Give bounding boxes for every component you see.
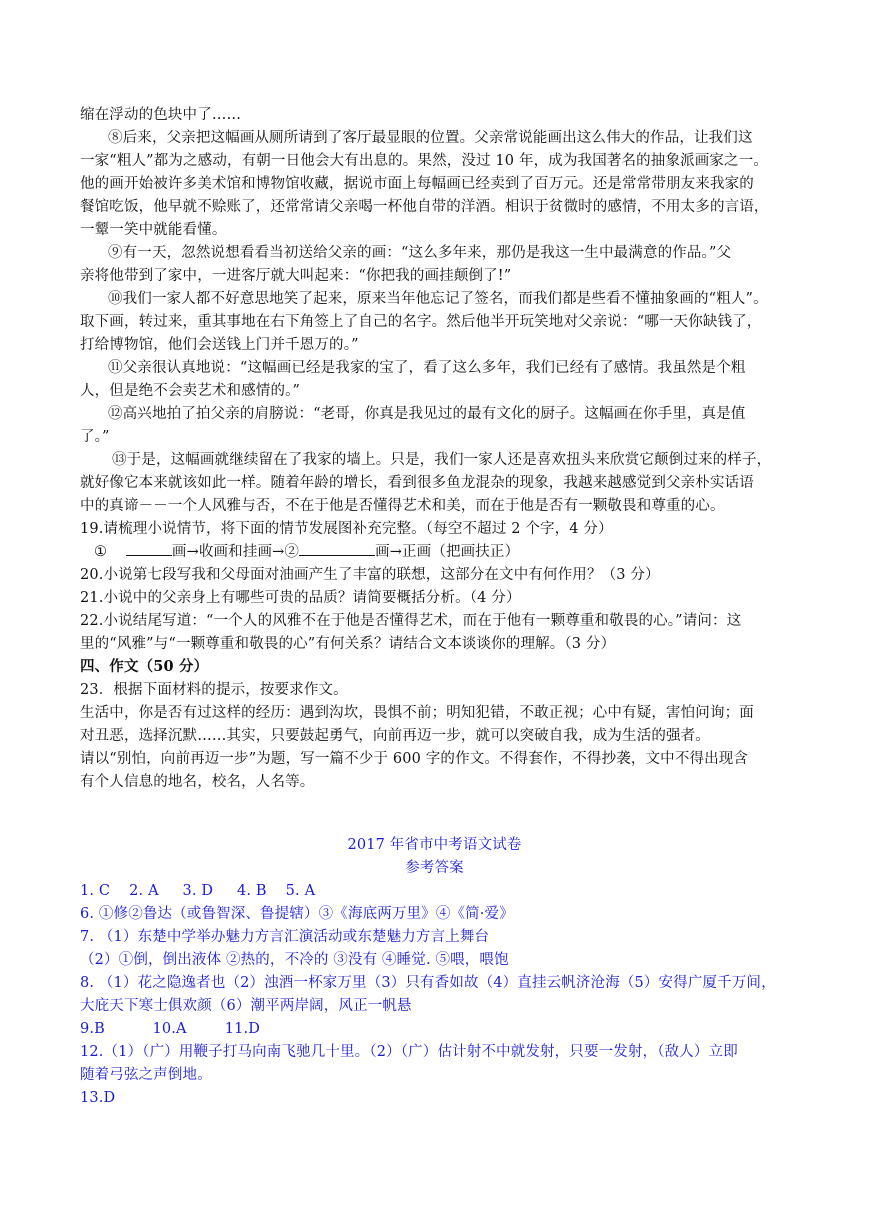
plot-diagram-part1: 画→收画和挂画→② [171,544,300,560]
question-21: 21.小说中的父亲身上有哪些可贵的品质？请简要概括分析。（4 分） [80,590,521,606]
answer-blank-1[interactable] [126,541,172,556]
question-20: 20.小说第七段写我和父母面对油画产生了丰富的联想，这部分在文中有何作用？（3 分） [80,567,660,583]
story-line: 打给博物馆，他们会送钱上门并千恩万的。” [80,337,359,353]
composition-line: 请以“别怕，向前再迈一步”为题，写一篇不少于 600 字的作文。不得套作，不得抄袭，文中不得出现含 [80,751,749,767]
story-line: 缩在浮动的色块中了…… [80,107,242,123]
answer-line: 6. ①修②鲁达（或鲁智深、鲁提辖）③《海底两万里》④《简·爱》 [80,906,514,922]
answer-line: 9.B 10.A 11.D [80,1021,261,1037]
answers-subtitle: 参考答案 [405,860,464,876]
story-line: ⑩我们一家人都不好意思地笑了起来，原来当年他忘记了签名，而我们都是些看不懂抽象画的“粗人”。 [108,291,768,307]
story-line: ⑨有一天，忽然说想看看当初送给父亲的画：“这么多年来，那仍是我这一生中最满意的作品。”父 [108,245,732,261]
plot-diagram [94,541,804,563]
plot-diagram-part2: 画→正画（把画扶正） [375,544,520,560]
answers-title: 2017 年省市中考语文试卷 [347,837,522,853]
story-line: ⑫高兴地拍了拍父亲的肩膀说：“老哥，你真是我见过的最有文化的厨子。这幅画在你手里，真是值 [108,406,746,422]
answer-line: 13.D [80,1090,116,1106]
question-22-cont: 里的“风雅”与“一颗尊重和敬畏的心”有何关系？请结合文本谈谈你的理解。（3 分） [80,636,616,652]
answer-line: 12.（1）（广）用鞭子打马向南飞驰几十里。（2）（广）估计射不中就发射，只要一发射，（敌人）立即 [80,1044,738,1060]
composition-line: 23．根据下面材料的提示，按要求作文。 [80,682,348,698]
answer-line: 7. （1）东楚中学举办魅力方言汇演活动或东楚魅力方言上舞台 [80,929,490,945]
story-line: ⑧后来，父亲把这幅画从厕所请到了客厅最显眼的位置。父亲常说能画出这么伟大的作品，让我们这 [108,130,753,146]
story-line: ⑪父亲很认真地说：“这幅画已经是我家的宝了，看了这么多年，我们已经有了感情。我虽然是个粗 [108,360,746,376]
story-line: 一颦一笑中就能看懂。 [80,222,227,238]
blank-1-number: ① [94,544,108,560]
story-line: 他的画开始被许多美术馆和博物馆收藏，据说市面上每幅画已经卖到了百万元。还是常常带朋友来我家的 [80,176,754,192]
story-line: 中的真谛－－一个人风雅与否，不在于他是否懂得艺术和美，而在于他是否有一颗敬畏和尊重的心。 [80,498,725,514]
story-line: 了。” [80,429,110,445]
section-heading: 四、作文（50 分） [80,658,209,675]
question-22: 22.小说结尾写道：“一个人的风雅不在于他是否懂得艺术，而在于他有一颗尊重和敬畏的心。”请问：这 [80,613,742,629]
story-line: 餐馆吃饭，他早就不赊账了，还常常请父亲喝一杯他自带的洋酒。相识于贫微时的感情，不用太多的言语， [80,199,769,215]
story-line: 就好像它本来就该如此一样。随着年龄的增长，看到很多鱼龙混杂的现象，我越来越感觉到父亲朴实话语 [80,475,754,491]
answer-line: 随着弓弦之声倒地。 [80,1067,212,1083]
question-19: 19.请梳理小说情节，将下面的情节发展图补充完整。（每空不超过 2 个字，4 分） [80,521,613,537]
answer-line: （2）①倒，倒出液体 ②热的，不冷的 ③没有 ④睡觉. ⑤喂，喂饱 [80,952,509,968]
answer-line: 1. C 2. A 3. D 4. B 5. A [80,883,316,899]
story-line: 取下画，转过来，重其事地在右下角签上了自己的名字。然后他半开玩笑地对父亲说：“哪一天你缺钱了， [80,314,762,330]
story-line: 人，但是绝不会卖艺术和感情的。” [80,383,301,399]
composition-line: 有个人信息的地名，校名，人名等。 [80,774,315,790]
answer-line: 大庇天下寒士俱欢颜（6）潮平两岸阔，风正一帆悬 [80,998,412,1014]
story-line: 亲将他带到了家中，一进客厅就大叫起来：“你把我的画挂颠倒了!” [80,268,512,284]
story-line: 一家“粗人”都为之感动，有朝一日他会大有出息的。果然，没过 10 年，成为我国著名的抽象派画家之一。 [80,153,768,169]
answer-line: 8. （1）花之隐逸者也（2）浊酒一杯家万里（3）只有香如故（4）直挂云帆济沧海（5）安得广厦千万间， [80,975,776,991]
composition-line: 生活中，你是否有过这样的经历：遇到沟坎，畏惧不前；明知犯错，不敢正视；心中有疑，害怕问询；面 [80,705,754,721]
answer-blank-2[interactable] [299,541,375,556]
composition-line: 对丑恶，选择沉默……其实，只要鼓起勇气，向前再迈一步，就可以突破自我，成为生活的强者。 [80,728,710,744]
story-line: ⑬于是，这幅画就继续留在了我家的墙上。只是，我们一家人还是喜欢扭头来欣赏它颠倒过来的样子， [112,452,772,468]
